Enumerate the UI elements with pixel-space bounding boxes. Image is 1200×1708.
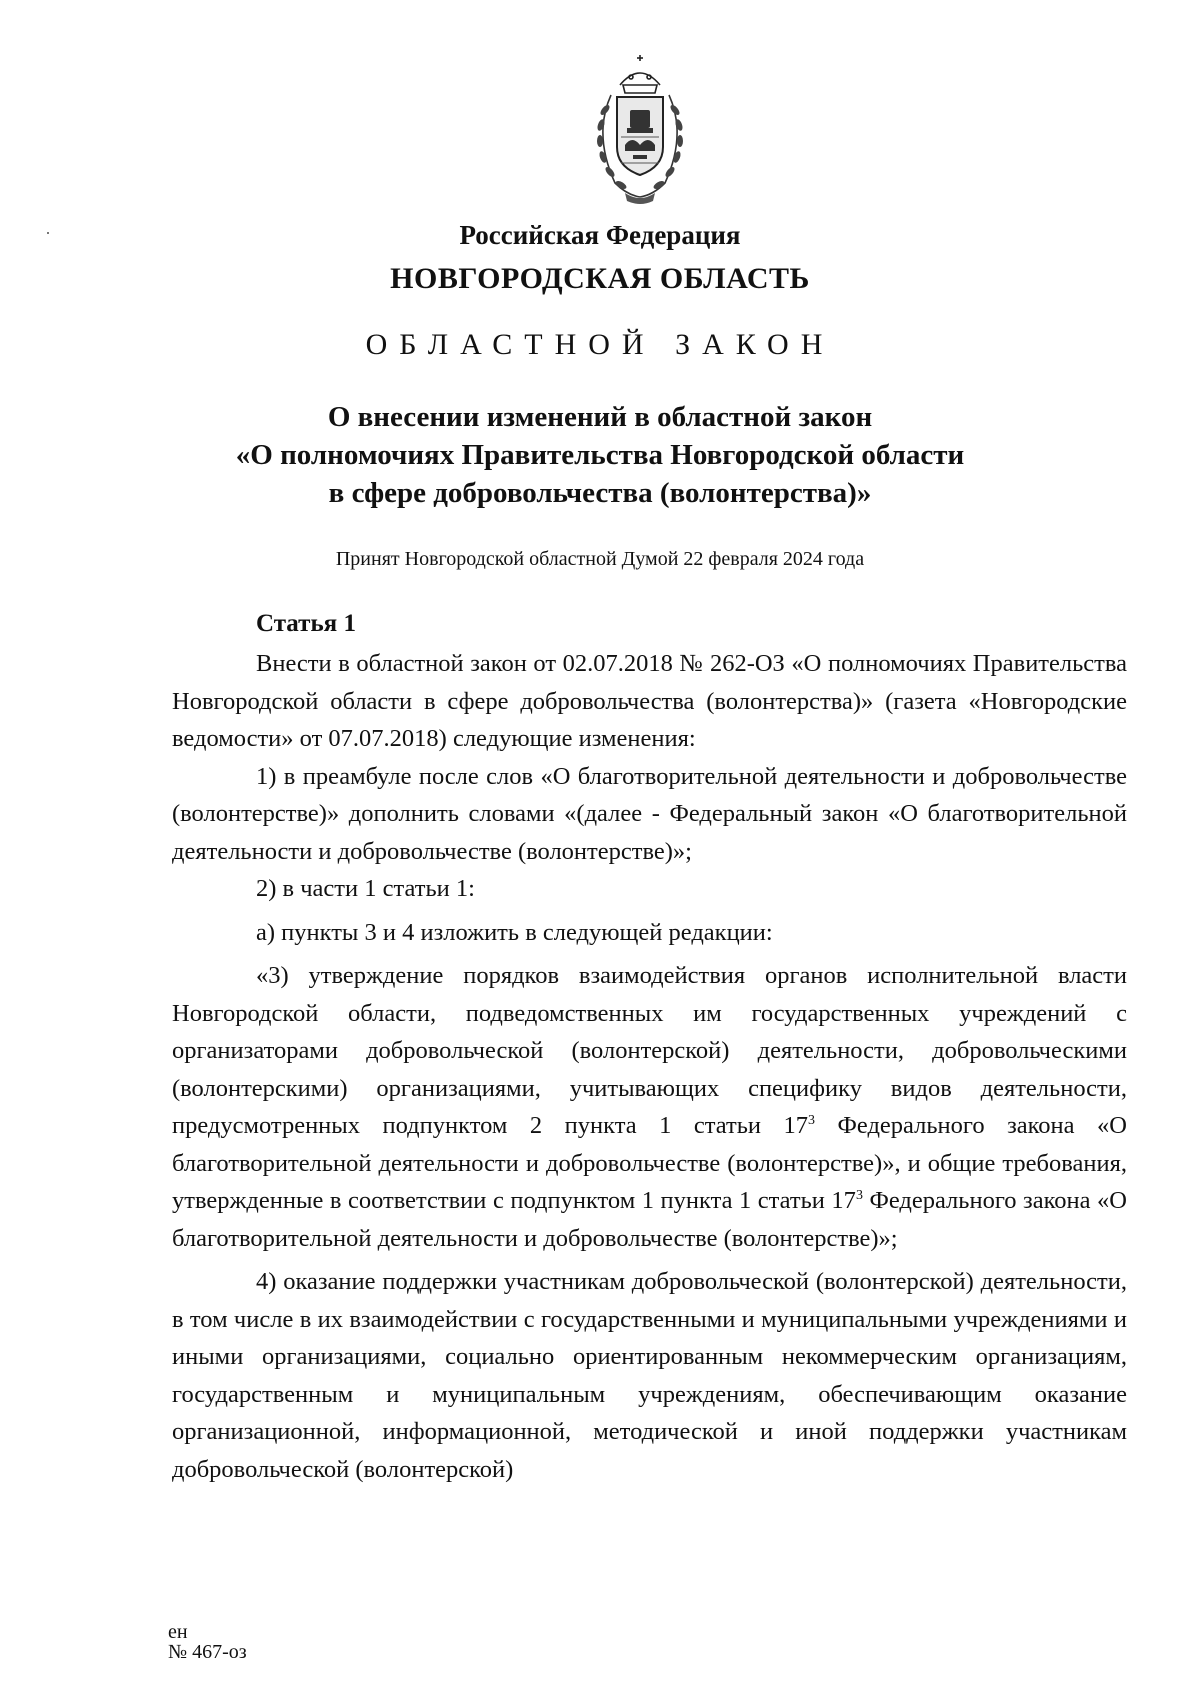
article-paragraph: Внести в областной закон от 02.07.2018 № 262-ОЗ «О полномочиях Правительства Новгородской области в сфере добровольчества (волонтерства)» (газета «Новгородские ведомости» от 07.07.2018) следующие изменения: xyxy=(172,650,1127,752)
article-paragraph: а) пункты 3 и 4 изложить в следующей редакции: xyxy=(256,918,773,946)
article-heading: Статья 1 xyxy=(256,610,356,637)
law-title-line: О внесении изменений в областной закон xyxy=(327,401,873,433)
country-name: Российская Федерация xyxy=(459,220,741,250)
article-paragraph: 1) в преамбуле после слов «О благотворительной деятельности и добровольчестве (волонтерстве)» дополнить словами «(далее - Федеральный закон «О благотворительной деятельности и добровольчестве (волонтерстве)»; xyxy=(172,762,1127,865)
adoption-note: Принят Новгородской областной Думой 22 февраля 2024 года xyxy=(335,548,865,570)
article-body xyxy=(172,645,1127,1488)
region-name: НОВГОРОДСКАЯ ОБЛАСТЬ xyxy=(390,262,810,295)
superscript: 3 xyxy=(808,1112,816,1128)
footer-initials: ен xyxy=(168,1621,188,1643)
law-title-line: «О полномочиях Правительства Новгородской области xyxy=(235,439,965,471)
coat-of-arms-icon xyxy=(575,55,705,205)
document-type: ОБЛАСТНОЙ ЗАКОН xyxy=(365,328,835,361)
footer-number: № 467-оз xyxy=(168,1641,247,1663)
article-paragraph: 2) в части 1 статьи 1: xyxy=(256,875,475,902)
article-item-3 xyxy=(172,957,1127,1257)
superscript: 3 xyxy=(855,1187,863,1203)
item-3-text: «3) утверждение порядков взаимодействия органов исполнительной власти Новгородской области, подведомственных им государственных учреждений с организаторами добровольческой (волонтерской) деятельности, добровольческими (волонтерскими) организациями, учитывающих специфику видов деятельности, предусмотренных подпунктом 2 пункта 1 статьи 17 xyxy=(172,962,1127,1139)
item-3-text: Федерального закона «О благотворительной деятельности и добровольчестве (волонтерстве)»; xyxy=(172,1187,1127,1252)
article-item-4: 4) оказание поддержки участникам добровольческой (волонтерской) деятельности, в том числе в их взаимодействии с государственными и муниципальными учреждениями и иными организациями, социально ориентированным некоммерческим организациям, государственным и муниципальным учреждениям, обеспечивающим оказание организационной, информационной, методической и иной поддержки участникам добровольческой (волонтерской) xyxy=(172,1268,1127,1483)
footer-reference xyxy=(168,1622,247,1662)
law-title xyxy=(0,398,1200,512)
item-3-text: Федерального закона «О благотворительной деятельности и добровольчестве (волонтерстве)», и общие требования, утвержденные в соответствии с подпунктом 1 пункта 1 статьи 17 xyxy=(172,1112,1127,1214)
law-title-line: в сфере добровольчества (волонтерства)» xyxy=(328,477,872,509)
